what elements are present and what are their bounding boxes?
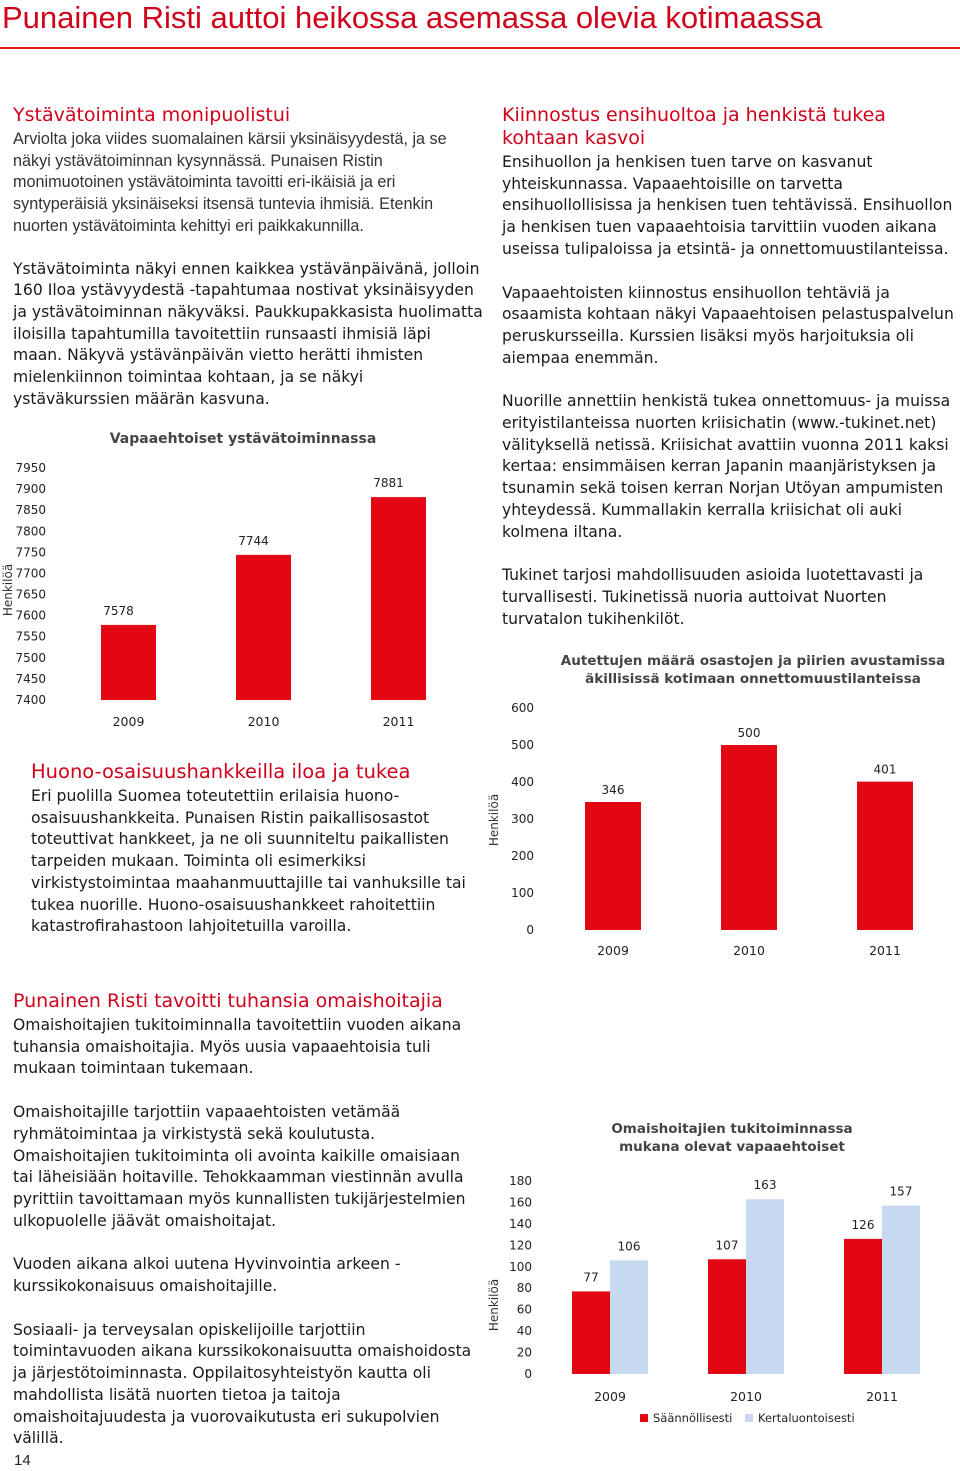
- chart-title: Vapaaehtoiset ystävätoiminnassa: [109, 431, 377, 447]
- y-tick-label: 7550: [15, 629, 46, 644]
- bar: [844, 1239, 882, 1374]
- x-tick-label: 2009: [597, 943, 629, 958]
- y-tick-label: 0: [526, 923, 534, 937]
- paragraph: Eri puolilla Suomea toteutettiin erilaisia huono-osaisuushankkeita. Punaisen Ristin paikallisosastot toteuttivat hankkeet, ja ne oli suunniteltu paikallisten tarpeiden mukaan. Toiminta oli esimerkiksi virkistystoimintaa maahanmuuttajille tai vanhuksille tai tukea nuorille. Huono-osaisuushankkeet rahoitettiin katastrofirahastoon lahjoitetuilla varoilla.: [31, 787, 466, 936]
- legend-label: Kertaluontoisesti: [758, 1411, 855, 1425]
- y-tick-label: 140: [509, 1216, 532, 1231]
- y-tick-label: 400: [511, 775, 534, 789]
- paragraph: Omaishoitajille tarjottiin vapaaehtoisten vetämää ryhmätoimintaa ja virkistystä sekä koulutusta. Omaishoitajien tukitoiminta oli avointa kaikille omaisiaan tai läheisiään hoitaville. Tehokkaamman viestinnän avulla pyrittiin tavoittamaan myös kunnallisten tukijärjestelmien ulkopuolelle jäävät omaishoitajat.: [13, 1103, 466, 1230]
- y-tick-label: 60: [516, 1302, 532, 1317]
- bar: [610, 1260, 648, 1374]
- legend-swatch: [745, 1414, 753, 1422]
- data-label: 107: [715, 1238, 739, 1253]
- chart-title: Autettujen määrä osastojen ja piirien avustamissa: [560, 653, 946, 669]
- section-heading: Huono-osaisuushankkeilla iloa ja tukea: [31, 760, 411, 783]
- section-poverty: [31, 760, 473, 938]
- section-heading: Kiinnostus ensihuoltoa ja henkistä tukea kohtaan kasvoi: [502, 104, 886, 149]
- data-label: 106: [617, 1239, 641, 1254]
- data-label: 500: [737, 726, 761, 740]
- y-tick-label: 120: [509, 1238, 532, 1253]
- bar: [371, 497, 426, 700]
- paragraph: Sosiaali- ja terveysalan opiskelijoille tarjottiin toimintavuoden aikana kurssikokonaisuutta omaishoidosta ja järjestötoiminnasta. Oppilaitosyhteistyön kautta oli mahdollista lisätä nuorten tietoa ja taitoja omaishoitajuudesta ja vuorovaikutusta eri sukupolvien välillä.: [13, 1320, 472, 1448]
- chart-carer-volunteers: [480, 1110, 960, 1440]
- y-tick-label: 7850: [15, 503, 46, 518]
- y-tick-label: 7750: [15, 545, 46, 560]
- y-tick-label: 20: [516, 1345, 532, 1360]
- data-label: 7744: [238, 533, 269, 548]
- y-tick-label: 100: [511, 886, 534, 900]
- y-tick-label: 7900: [15, 482, 46, 497]
- y-tick-label: 160: [509, 1195, 532, 1210]
- x-tick-label: 2011: [869, 943, 901, 958]
- data-label: 346: [601, 782, 625, 797]
- paragraph: Vapaaehtoisten kiinnostus ensihuollon tehtäviä ja osaamista kohtaan näkyi Vapaaehtoisen pelastuspalvelun peruskursseilla. Kurssien lisäksi myös harjoituksia oli aiempaa enemmän.: [502, 283, 954, 367]
- y-tick-label: 7400: [15, 693, 46, 707]
- bar: [708, 1259, 746, 1374]
- section-heading: Punainen Risti tavoitti tuhansia omaishoitajia: [13, 990, 443, 1012]
- bar: [101, 625, 156, 700]
- y-tick-label: 7500: [15, 650, 46, 665]
- chart-volunteers-friend: [0, 420, 480, 740]
- y-tick-label: 0: [524, 1367, 532, 1381]
- legend-label: Säännöllisesti: [653, 1411, 733, 1425]
- y-tick-label: 40: [516, 1324, 532, 1339]
- y-axis-label: Henkilöä: [487, 793, 501, 847]
- y-tick-label: 180: [509, 1174, 532, 1188]
- y-tick-label: 200: [511, 849, 534, 863]
- y-tick-label: 600: [511, 701, 534, 715]
- y-tick-label: 7700: [15, 566, 46, 581]
- data-label: 7578: [103, 603, 134, 618]
- page-number: 14: [14, 1452, 31, 1469]
- paragraph: Arviolta joka viides suomalainen kärsii yksinäisyydestä, ja se näkyi ystävätoiminnan kysynnässä. Punaisen Ristin monimuotoinen ystävätoiminta tavoitti eri-ikäisiä ja eri syntyperäisiä yksinäiseksi itsensä tuntevia ihmisiä. Etenkin nuorten ystävätoiminta kehittyi eri paikkakunnilla.: [13, 130, 447, 235]
- y-tick-label: 7950: [15, 461, 46, 475]
- section-carers: [13, 990, 475, 1450]
- data-label: 7881: [373, 476, 404, 491]
- data-label: 77: [583, 1270, 599, 1285]
- x-tick-label: 2009: [594, 1389, 626, 1404]
- y-axis-label: Henkilöä: [1, 563, 15, 617]
- y-tick-label: 80: [516, 1281, 532, 1296]
- x-tick-label: 2009: [112, 714, 145, 729]
- x-tick-label: 2011: [866, 1389, 898, 1404]
- x-tick-label: 2011: [382, 714, 415, 729]
- section-firstaid: [502, 104, 957, 630]
- y-tick-label: 7450: [15, 671, 46, 686]
- paragraph: Vuoden aikana alkoi uutena Hyvinvointia arkeen -kurssikokonaisuus omaishoitajille.: [13, 1255, 401, 1296]
- bar: [882, 1206, 920, 1374]
- paragraph: Nuorille annettiin henkistä tukea onnettomuus- ja muissa erityistilanteissa nuorten kriisichatin (www.-tukinet.net) välityksellä netissä. Kriisichat avattiin vuonna 2011 kaksi kertaa: ensimmäisen kerran Japanin maanjäristyksen ja tsunamin sekä toisen kerran Norjan Utöyan ampumisten yhteydessä. Kummallakin kerralla kriisichat oli auki kolmena iltana.: [502, 392, 951, 541]
- y-tick-label: 300: [511, 812, 534, 826]
- x-tick-label: 2010: [247, 714, 280, 729]
- y-tick-label: 7600: [15, 608, 46, 623]
- legend-swatch: [640, 1414, 648, 1422]
- data-label: 163: [753, 1178, 777, 1193]
- page-title: Punainen Risti auttoi heikossa asemassa olevia kotimaassa: [2, 0, 823, 35]
- paragraph: Ystävätoiminta näkyi ennen kaikkea ystävänpäivänä, jolloin 160 Iloa ystävyydestä -tapahtumaa nostivat yksinäisyyden ja ystävätoiminnan näkyväksi. Paukkupakkasista huolimatta iloisilla tapahtumilla tavoitettiin runsaasti ihmisiä läpi maan. Näkyvä ystävänpäivän vietto herätti ihmisten mielenkiinnon toimintaa kohtaan, ja se näkyi ystäväkurssien määrän kasvuna.: [13, 259, 483, 408]
- data-label: 157: [889, 1184, 913, 1199]
- x-tick-label: 2010: [730, 1389, 762, 1404]
- paragraph: Omaishoitajien tukitoiminnalla tavoitettiin vuoden aikana tuhansia omaishoitajia. Myös uusia vapaaehtoisia tuli mukaan toimintaan tukemaan.: [13, 1016, 462, 1078]
- bar: [572, 1291, 610, 1374]
- data-label: 401: [873, 762, 897, 777]
- title-rule: [0, 47, 960, 49]
- bar: [721, 745, 777, 930]
- bar: [746, 1199, 784, 1374]
- chart-title: äkillisissä kotimaan onnettomuustilanteissa: [585, 671, 921, 687]
- y-tick-label: 500: [511, 738, 534, 752]
- bar: [585, 802, 641, 930]
- chart-title: Omaishoitajien tukitoiminnassa: [611, 1121, 853, 1137]
- section-heading: Ystävätoiminta monipuolistui: [13, 104, 291, 126]
- section-friend: [13, 104, 483, 410]
- y-axis-label: Henkilöä: [487, 1278, 501, 1332]
- chart-helped-accidents: [480, 645, 960, 965]
- x-tick-label: 2010: [733, 943, 765, 958]
- y-tick-label: 7800: [15, 524, 46, 539]
- y-tick-label: 7650: [15, 587, 46, 602]
- y-tick-label: 100: [509, 1259, 532, 1274]
- paragraph: Ensihuollon ja henkisen tuen tarve on kasvanut yhteiskunnassa. Vapaaehtoisille on tarvetta ensihuollollisissa ja henkisen tuen tehtävissä. Ensihuollon ja henkisen tuen vapaaehtoisia tarvittiin vuoden aikana useissa tulipaloissa ja etsintä- ja onnettomuustilanteissa.: [502, 153, 953, 258]
- data-label: 126: [851, 1217, 875, 1232]
- bar: [236, 555, 291, 700]
- chart-title: mukana olevat vapaaehtoiset: [619, 1139, 845, 1155]
- paragraph: Tukinet tarjosi mahdollisuuden asioida luotettavasti ja turvallisesti. Tukinetissä nuoria auttoivat Nuorten turvatalon tukihenkilöt.: [502, 566, 924, 628]
- bar: [857, 782, 913, 930]
